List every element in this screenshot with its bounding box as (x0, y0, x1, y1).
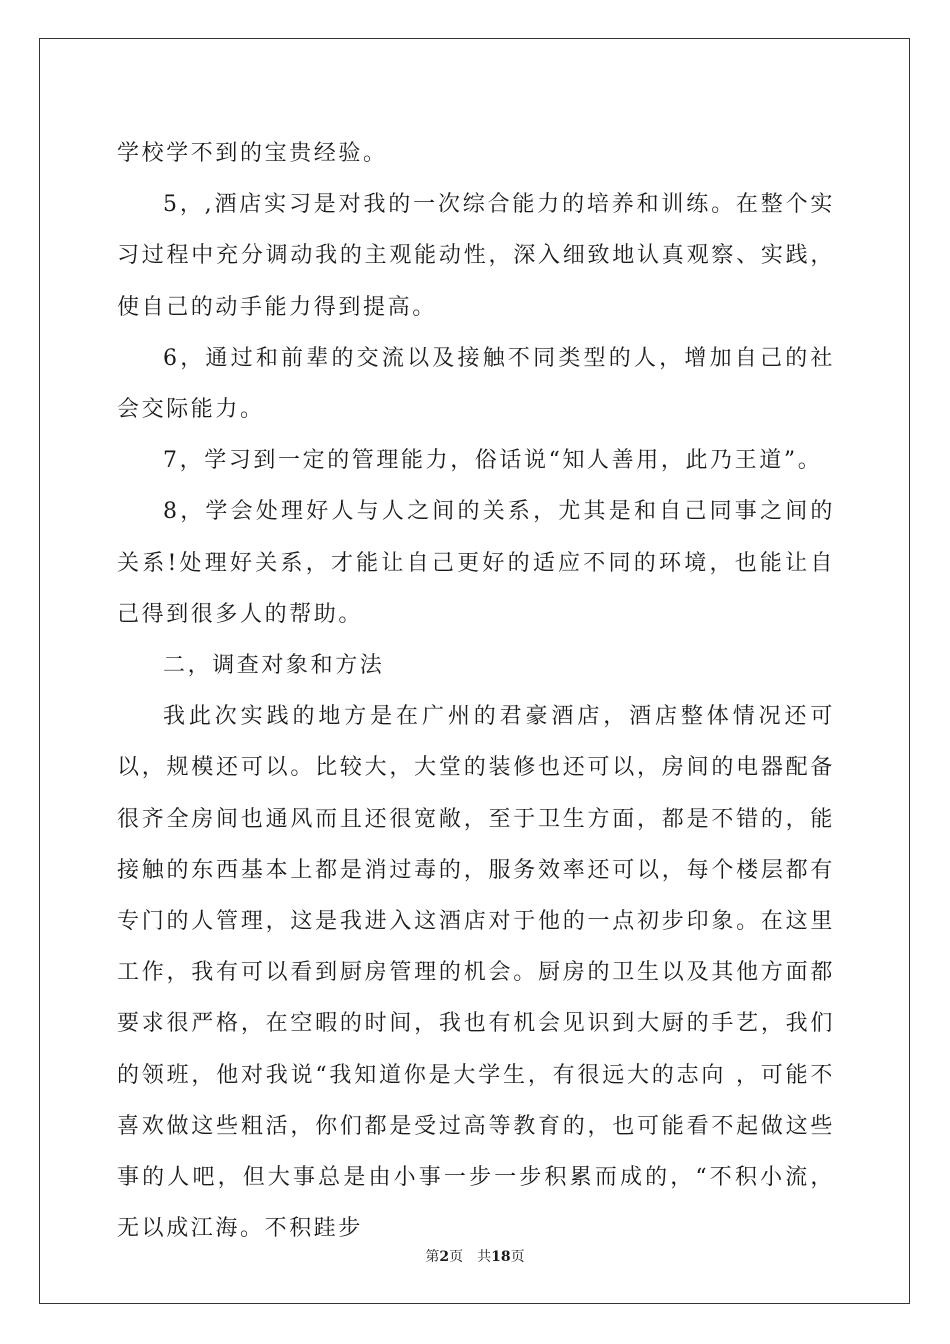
footer-prefix: 第 (425, 1249, 440, 1265)
footer-page-suffix: 页 (449, 1249, 464, 1265)
paragraph-3: 6，通过和前辈的交流以及接触不同类型的人，增加自己的社会交际能力。 (117, 345, 835, 423)
paragraph-6: 我此次实践的地方是在广州的君豪酒店，酒店整体情况还可以，规模还可以。比较大，大堂的装修也还可以，房间的电器配备很齐全房间也通风而且还很宽敞，至于卫生方面，都是不错的，能接触的东西基本上都是消过毒的，服务效率还可以，每个楼层都有专门的人管理，这是我进入这酒店对于他的一点初步印象。在这里工作，我有可以看到厨房管理的机会。厨房的卫生以及其他方面都要求很严格，在空暇的时间，我也有机会见识到大厨的手艺，我们的领班，他对我说“我知道你是大学生，有很远大的志向 ，可能不喜欢做这些粗活，你们都是受过高等教育的，也可能看不起做这些事的人吧，但大事总是由小事一步一步积累而成的，“不积小流，无以成江海。不积跬步 (117, 704, 835, 1242)
document-body (117, 128, 835, 1254)
total-page-count: 18 (491, 1249, 511, 1265)
paragraph-2: 5，,酒店实习是对我的一次综合能力的培养和训练。在整个实习过程中充分调动我的主观能动性，深入细致地认真观察、实践，使自己的动手能力得到提高。 (117, 192, 835, 320)
section-heading: 二，调查对象和方法 (163, 653, 385, 679)
page-footer (0, 1246, 950, 1266)
paragraph-5: 8，学会处理好人与人之间的关系，尤其是和自己同事之间的关系!处理好关系，才能让自己更好的适应不同的环境，也能让自己得到很多人的帮助。 (117, 499, 835, 627)
paragraph-4: 7，学习到一定的管理能力，俗话说“知人善用，此乃王道”。 (163, 448, 823, 474)
footer-total-prefix: 共 (477, 1249, 492, 1265)
paragraph-1: 学校学不到的宝贵经验。 (117, 141, 388, 166)
current-page-number: 2 (439, 1249, 450, 1265)
footer-total-suffix: 页 (510, 1249, 525, 1265)
